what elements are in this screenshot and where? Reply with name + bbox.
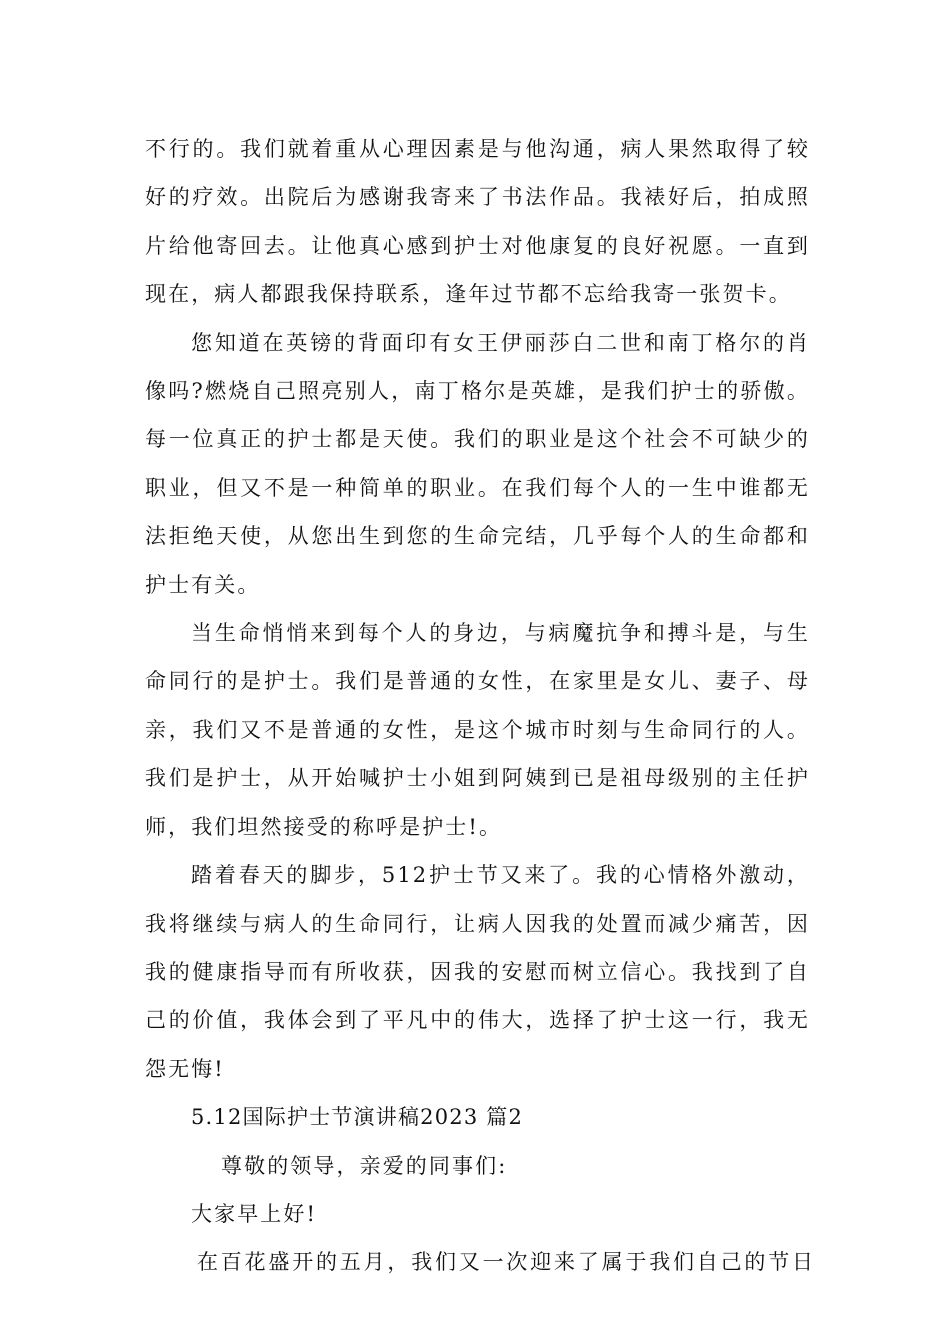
section-heading: 5.12国际护士节演讲稿2023 篇2 [191,1105,524,1130]
paragraph-2: 您知道在英镑的背面印有女王伊丽莎白二世和南丁格尔的肖像吗?燃烧自己照亮别人，南丁格尔是英雄，是我们护士的骄傲。每一位真正的护士都是天使。我们的职业是这个社会不可缺少的职业，但又不是一种简单的职业。在我们每个人的一生中谁都无法拒绝天使，从您出生到您的生命完结，几乎每个人的生命都和护士有关。 [145,330,810,597]
greeting-line: 尊敬的领导，亲爱的同事们: [221,1153,508,1178]
paragraph-5-start: 在百花盛开的五月，我们又一次迎来了属于我们自己的节日 [197,1250,816,1275]
document-page [145,125,816,1287]
paragraph-1: 不行的。我们就着重从心理因素是与他沟通，病人果然取得了较好的疗效。出院后为感谢我寄来了书法作品。我裱好后，拍成照片给他寄回去。让他真心感到护士对他康复的良好祝愿。一直到现在，病人都跟我保持联系，逢年过节都不忘给我寄一张贺卡。 [145,137,810,307]
paragraph-4: 踏着春天的脚步，512护士节又来了。我的心情格外激动，我将继续与病人的生命同行，让病人因我的处置而减少痛苦，因我的健康指导而有所收获，因我的安慰而树立信心。我找到了自己的价值，我体会到了平凡中的伟大，选择了护士这一行，我无怨无悔! [145,863,810,1081]
paragraph-3: 当生命悄悄来到每个人的身边，与病魔抗争和搏斗是，与生命同行的是护士。我们是普通的女性，在家里是女儿、妻子、母亲，我们又不是普通的女性，是这个城市时刻与生命同行的人。我们是护士，从开始喊护士小姐到阿姨到已是祖母级别的主任护师，我们坦然接受的称呼是护士!。 [145,621,810,839]
morning-greeting: 大家早上好! [191,1201,318,1226]
